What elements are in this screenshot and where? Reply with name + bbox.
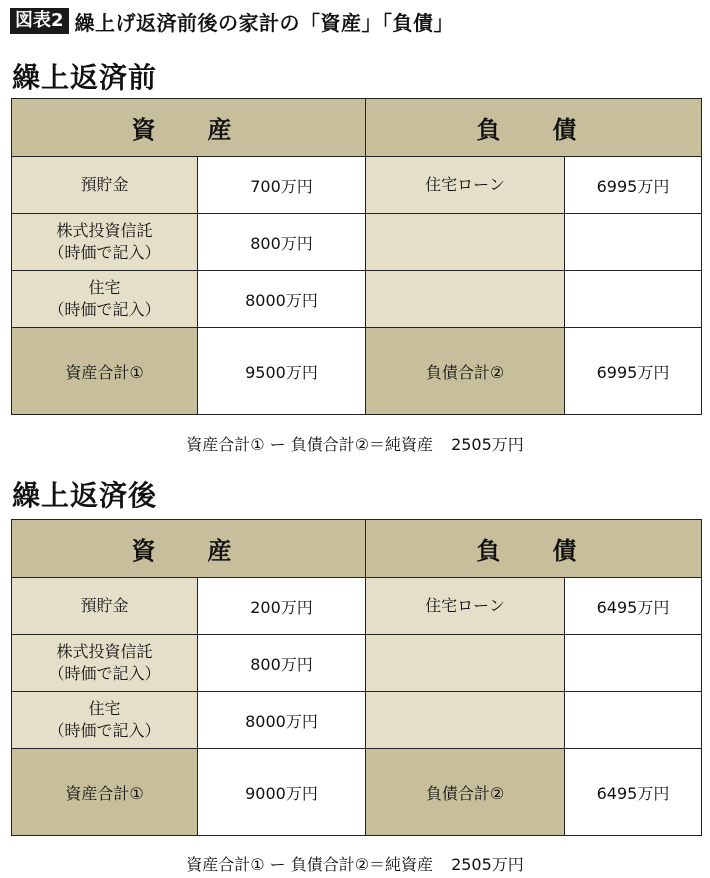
section-title-after: 繰上返済後 (12, 479, 158, 512)
table-row (12, 271, 702, 328)
table-row (12, 157, 702, 214)
asset-total-label: 資産合計① (12, 749, 198, 836)
liabilities-header: 負 債 (366, 520, 702, 578)
asset-label: 住宅 （時価で記入） (12, 271, 198, 328)
liability-value (565, 271, 702, 328)
summary-amount: 2505万円 (451, 855, 524, 874)
liability-label: 住宅ローン (366, 157, 565, 214)
asset-label: 預貯金 (12, 157, 198, 214)
asset-value: 700万円 (198, 157, 366, 214)
asset-value: 200万円 (198, 578, 366, 635)
liability-value (565, 692, 702, 749)
assets-header: 資 産 (12, 99, 366, 157)
figure-title: 繰上げ返済前後の家計の「資産」「負債」 (74, 10, 455, 35)
table-row (12, 692, 702, 749)
totals-row (12, 749, 702, 836)
asset-label: 株式投資信託 （時価で記入） (12, 214, 198, 271)
liabilities-header: 負 債 (366, 99, 702, 157)
liability-total-label: 負債合計② (366, 749, 565, 836)
asset-value: 800万円 (198, 635, 366, 692)
liability-value (565, 214, 702, 271)
table-row (12, 635, 702, 692)
asset-label: 預貯金 (12, 578, 198, 635)
asset-total-label: 資産合計① (12, 328, 198, 415)
liability-label (366, 692, 565, 749)
liability-value: 6495万円 (565, 578, 702, 635)
table-header-row (12, 520, 702, 578)
liability-label (366, 271, 565, 328)
asset-total-value: 9000万円 (198, 749, 366, 836)
asset-label: 住宅 （時価で記入） (12, 692, 198, 749)
liability-label (366, 214, 565, 271)
balance-table-before (11, 98, 702, 415)
liability-label: 住宅ローン (366, 578, 565, 635)
asset-value: 800万円 (198, 214, 366, 271)
section-title-before: 繰上返済前 (12, 61, 158, 94)
liability-total-value: 6995万円 (565, 328, 702, 415)
liability-label (366, 635, 565, 692)
table-row (12, 214, 702, 271)
net-assets-summary-before (0, 432, 710, 455)
liability-total-label: 負債合計② (366, 328, 565, 415)
summary-formula: 資産合計① ー 負債合計②＝純資産 (186, 855, 434, 874)
asset-label: 株式投資信託 （時価で記入） (12, 635, 198, 692)
liability-value: 6995万円 (565, 157, 702, 214)
asset-value: 8000万円 (198, 692, 366, 749)
assets-header: 資 産 (12, 520, 366, 578)
balance-table-after (11, 519, 702, 836)
asset-value: 8000万円 (198, 271, 366, 328)
summary-formula: 資産合計① ー 負債合計②＝純資産 (186, 435, 434, 454)
liability-value (565, 635, 702, 692)
asset-total-value: 9500万円 (198, 328, 366, 415)
figure-tag: 図表2 (10, 8, 69, 34)
figure-header (10, 7, 454, 35)
totals-row (12, 328, 702, 415)
liability-total-value: 6495万円 (565, 749, 702, 836)
table-row (12, 578, 702, 635)
net-assets-summary-after (0, 852, 710, 875)
summary-amount: 2505万円 (451, 435, 524, 454)
table-header-row (12, 99, 702, 157)
